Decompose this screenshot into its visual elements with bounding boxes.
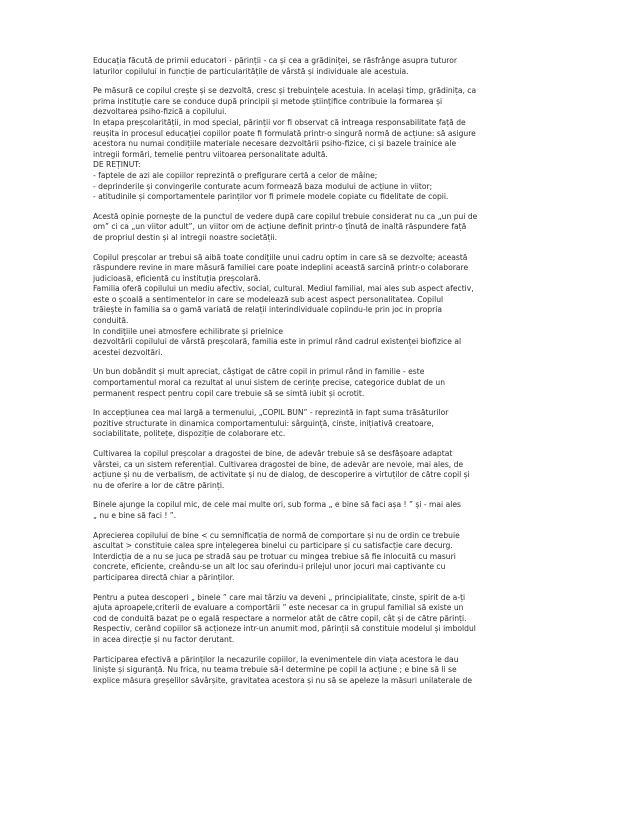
text-line: este o școală a sentimentelor in care se modelează sub acest aspect personalitatea. Copilul — [93, 294, 444, 304]
text-line: Binele ajunge la copilul mic, de cele mai multe ori, sub forma „ e bine să faci așa ! ” și - mai ales — [93, 500, 461, 510]
text-line: Acestă opinie pornește de la punctul de vedere după care copilul trebuie considerat nu ca „un pui de — [93, 211, 478, 221]
text-line: Interdicția de a nu se juca pe stradă sau pe trotuar cu mingea trebiue să fie inlocuită cu masuri — [93, 551, 456, 561]
paragraph — [93, 531, 547, 584]
text-line: Participarea efectivă a părinților la necazurile copiilor, la evenimentele din viața acestora le dau — [93, 654, 459, 664]
paragraph — [93, 449, 547, 491]
text-line: - atitudinile și comportamentele parinților vor fi primele modele copiate cu fidelitate de copii. — [93, 192, 449, 202]
text-line: in acea direcție și nu factor derutant. — [93, 634, 235, 644]
text-line: reușita in procesul educației copiilor poate fi formulată printr-o singură normă de acțiune: să asigure — [93, 128, 476, 138]
paragraph — [93, 655, 547, 687]
text-line: pozitive structurate in dinamica comportamentului: sârguință, cinste, inițiativă creatoare, — [93, 418, 434, 428]
paragraph — [93, 367, 547, 399]
text-line: Cultivarea la copilul preșcolar a dragostei de bine, de adevăr trebuie să se desfășoare adaptat — [93, 449, 453, 458]
text-line: laturilor copilului in funcție de particularitățile de vârstă și individuale ale acestuia. — [93, 66, 409, 76]
paragraph — [93, 212, 547, 244]
text-line: participarea directă chiar a părinților. — [93, 572, 235, 582]
text-line: intregii formări, temelie pentru viitoarea personalitate adultă. — [93, 149, 328, 159]
text-line: nu de oferire a lor de către părinți. — [93, 480, 225, 490]
text-line: Pe măsură ce copilul crește și se dezvoltă, cresc și trebuințele acestuia. In același timp, grădinița, ca — [93, 86, 477, 96]
text-line: om” ci ca „un viitor adult”, un viitor om de acțiune definit printr-o țînută de inaltă răspundere față — [93, 222, 467, 232]
text-line: DE REȚINUT: — [93, 160, 141, 170]
text-line: Copilul preșcolar ar trebui să aibă toate condițiile unui cadru optim in care să se dezvolte; această — [93, 252, 468, 262]
text-line: ajuta aproapele,criterii de evaluare a comportării ” este necesar ca in grupul familial să existe un — [93, 603, 464, 613]
text-line: In accepțiunea cea mai largă a termenului, „COPIL BUN” - reprezintă in fapt suma trăsăturilor — [93, 408, 449, 418]
text-line: Educația făcută de primii educatori - părinții - ca și cea a grădiniței, se răsfrânge asupra tuturor — [93, 56, 458, 65]
text-line: - deprinderile și convingerile conturate acum formează baza modului de acțiune in viitor; — [93, 181, 433, 191]
text-line: comportamentul moral ca rezultat al unui sistem de cerințe precise, categorice dublat de un — [93, 378, 446, 388]
document-body — [93, 56, 547, 695]
paragraph — [93, 253, 547, 359]
text-line: - faptele de azi ale copiilor reprezintă o prefigurare certă a celor de mâine; — [93, 170, 378, 180]
text-line: vârstei, ca un sistem referențial. Cultivarea dragostei de bine, de adevăr are nevoie, mai ales, de — [93, 459, 464, 469]
text-line: acțiune și nu de verbalism, de activitate și nu de dialog, de descoperire a virtuților de către copil și — [93, 470, 470, 480]
text-line: liniște și siguranță. Nu frica, nu teama trebuie să-l determine pe copil la acțiune ; e bine să li se — [93, 665, 457, 675]
paragraph — [93, 500, 547, 521]
paragraph — [93, 56, 547, 77]
paragraph — [93, 408, 547, 440]
text-line: Aprecierea copilului de bine < cu semnificația de normă de comportare și nu de ordin ce trebuie — [93, 530, 460, 540]
text-line: Familia oferă copilului un mediu afectiv, social, cultural. Mediul familial, mai ales sub aspect afectiv, — [93, 284, 474, 294]
text-line: acestei dezvoltări. — [93, 347, 163, 357]
paragraph — [93, 593, 547, 646]
text-line: In condițiile unei atmosfere echilibrate și prielnice — [93, 326, 283, 336]
text-line: prima instituție care se conduce după principii și metode științifice contribuie la formarea și — [93, 96, 443, 106]
text-line: cod de conduită bazat pe o egală respectare a normelor atât de către copil, cât și de către părinți. — [93, 613, 467, 623]
text-line: judicioasă, eficientă cu instituția preșcolară. — [93, 273, 261, 283]
text-line: dezvoltarea psiho-fizică a copilului. — [93, 107, 227, 117]
text-line: răspundere revine in mare măsură familiei care poate indeplini această sarcină printr-o colaborare — [93, 263, 469, 273]
text-line: explice măsura greșelilor săvârșite, gravitatea acestora și nu să se apeleze la măsuri unilaterale de — [93, 675, 473, 685]
text-line: In etapa preșcolarității, in mod special, părinții vor fi observat că intreaga responsabilitate față de — [93, 117, 466, 127]
text-line: dezvoltării copilului de vârstă preșcolară, familia este in primul rând cadrul existenței biofizice al — [93, 337, 462, 347]
text-line: conduită. — [93, 316, 129, 326]
text-line: „ nu e bine să faci ! ”. — [93, 510, 177, 520]
text-line: Un bun dobândit și mult apreciat, câștigat de către copil in primul rând in familie - este — [93, 367, 425, 377]
text-line: concrete, eficiente, creându-se un alt loc sau oferindu-i prilejul unor jocuri mai captivante cu — [93, 562, 446, 572]
text-line: ascultat > constituie calea spre ințelegerea binelui cu participare și cu satisfacție care decurg. — [93, 541, 453, 551]
paragraph — [93, 86, 547, 203]
text-line: Respectiv, cerând copiilor să acționeze intr-un anumit mod, părinții să constituie modelul și imboldul — [93, 624, 476, 634]
text-line: de propriul destin și al intregii noastre societății. — [93, 232, 278, 242]
text-line: trăiește in familia sa o gamă variată de relații interindividuale copiindu-le prin joc in propria — [93, 305, 442, 315]
text-line: permanent respect pentru copil care trebuie să se simtă iubit și ocrotit. — [93, 388, 365, 398]
text-line: acestora nu numai condițiile materiale necesare dezvoltării psiho-fizice, ci și bazele trainice ale — [93, 139, 457, 149]
text-line: sociabilitate, politețe, dispoziție de colaborare etc. — [93, 429, 286, 439]
text-line: Pentru a putea descoperi „ binele ” care mai târziu va deveni „ principialitate, cinste, spirit de a-ți — [93, 592, 466, 602]
